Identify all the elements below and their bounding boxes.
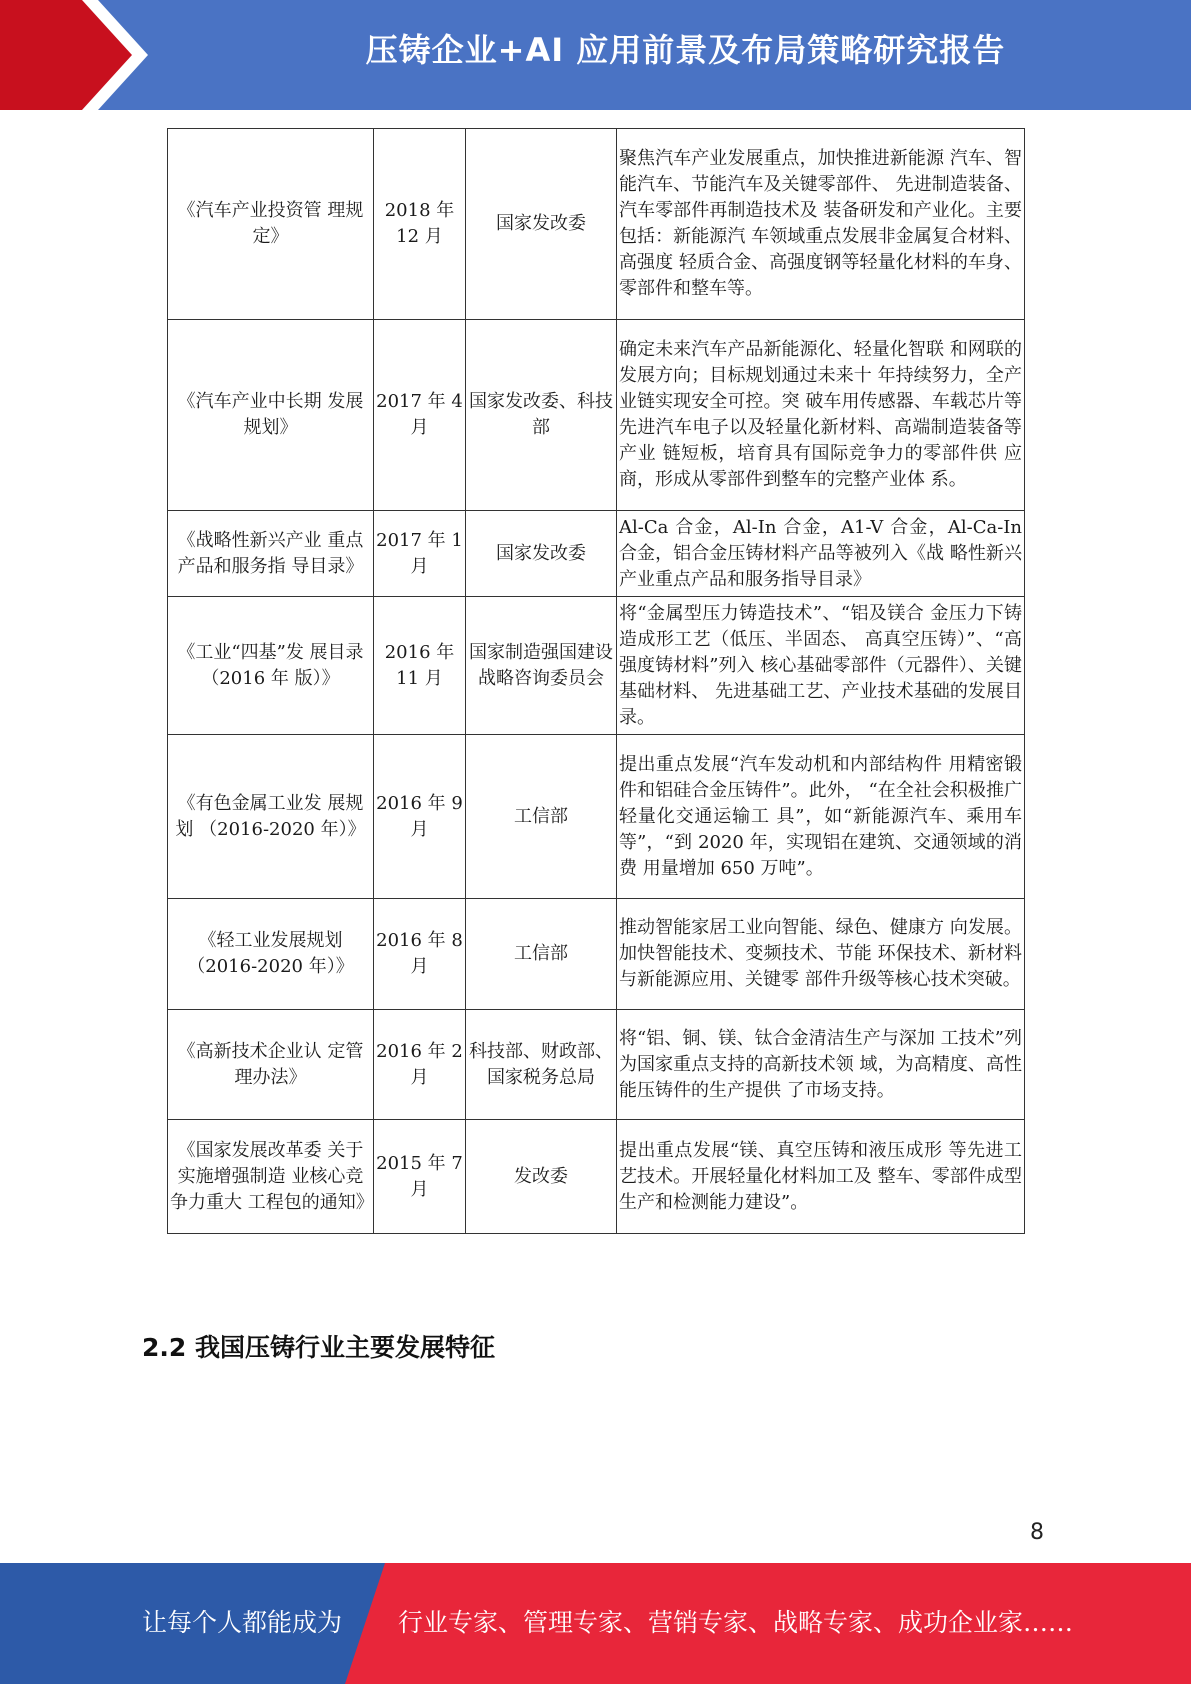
policy-desc-cell: 聚焦汽车产业发展重点，加快推进新能源 汽车、智能汽车、节能汽车及关键零部件、 先进制造装备、汽车零部件再制造技术及 装备研发和产业化。主要包括：新能源汽 车领域重点发展非金属复合材料、高强度 轻质合金、高强度钢等轻量化材料的车身、 零部件和整车等。 bbox=[617, 129, 1025, 320]
footer-slogan-left: 让每个人都能成为 bbox=[142, 1608, 343, 1637]
policy-date-cell: 2016 年 8 月 bbox=[374, 899, 466, 1010]
policy-desc-cell: 将“铝、铜、镁、钛合金清洁生产与深加 工技术”列为国家重点支持的高新技术领 域，为高精度、高性能压铸件的生产提供 了市场支持。 bbox=[617, 1010, 1025, 1120]
policy-dept-cell: 国家发改委、科技部 bbox=[466, 320, 617, 511]
policy-dept-cell: 发改委 bbox=[466, 1120, 617, 1234]
footer-slogan-right: 行业专家、管理专家、营销专家、战略专家、成功企业家…… bbox=[398, 1608, 1074, 1637]
policy-name-cell: 《有色金属工业发 展规划 （2016-2020 年）》 bbox=[168, 735, 374, 899]
policy-dept-cell: 工信部 bbox=[466, 735, 617, 899]
policy-dept-cell: 国家制造强国建设战略咨询委员会 bbox=[466, 597, 617, 735]
policy-desc-cell: 将“金属型压力铸造技术”、“铝及镁合 金压力下铸造成形工艺（低压、半固态、 高真空压铸）”、“高强度铸材料”列入 核心基础零部件（元器件）、关键基础材料、 先进基础工艺、产业技术基础的发展目录。 bbox=[617, 597, 1025, 735]
policy-desc-cell: 确定未来汽车产品新能源化、轻量化智联 和网联的发展方向；目标规划通过未来十 年持续努力，全产业链实现安全可控。突 破车用传感器、车载芯片等先进汽车电子以及轻量化新材料、高端制造装备等产业 链短板，培育具有国际竞争力的零部件供 应商，形成从零部件到整车的完整产业体 系。 bbox=[617, 320, 1025, 511]
table-row bbox=[168, 735, 1025, 899]
policy-dept-cell: 科技部、财政部、国家税务总局 bbox=[466, 1010, 617, 1120]
policy-date-cell: 2016 年 11 月 bbox=[374, 597, 466, 735]
policy-name-cell: 《汽车产业中长期 发展规划》 bbox=[168, 320, 374, 511]
header-arrow-decoration bbox=[0, 0, 160, 110]
table-row bbox=[168, 1010, 1025, 1120]
table-row bbox=[168, 129, 1025, 320]
policy-desc-cell: Al-Ca 合金，Al-In 合金，A1-V 合金，Al-Ca-In 合金，铝合金压铸材料产品等被列入《战 略性新兴产业重点产品和服务指导目录》 bbox=[617, 511, 1025, 597]
policy-date-cell: 2018 年 12 月 bbox=[374, 129, 466, 320]
section-heading: 2.2 我国压铸行业主要发展特征 bbox=[142, 1333, 495, 1362]
table-row bbox=[168, 1120, 1025, 1234]
policy-dept-cell: 工信部 bbox=[466, 899, 617, 1010]
policy-desc-cell: 提出重点发展“镁、真空压铸和液压成形 等先进工艺技术。开展轻量化材料加工及 整车、零部件成型生产和检测能力建设”。 bbox=[617, 1120, 1025, 1234]
policy-date-cell: 2017 年 1 月 bbox=[374, 511, 466, 597]
policy-name-cell: 《工业“四基”发 展目录（2016 年 版）》 bbox=[168, 597, 374, 735]
policy-date-cell: 2015 年 7 月 bbox=[374, 1120, 466, 1234]
policy-name-cell: 《战略性新兴产业 重点产品和服务指 导目录》 bbox=[168, 511, 374, 597]
policy-date-cell: 2016 年 2 月 bbox=[374, 1010, 466, 1120]
policy-desc-cell: 提出重点发展“汽车发动机和内部结构件 用精密锻件和铝硅合金压铸件”。此外， “在全社会积极推广轻量化交通运输工 具”，如“新能源汽车、乘用车等”，“到 2020 年，实现铝在建筑、交通领域的消费 用量增加 650 万吨”。 bbox=[617, 735, 1025, 899]
page-number: 8 bbox=[1030, 1520, 1044, 1545]
report-title: 压铸企业+AI 应用前景及布局策略研究报告 bbox=[365, 31, 1006, 69]
policy-name-cell: 《汽车产业投资管 理规定》 bbox=[168, 129, 374, 320]
policy-table bbox=[167, 128, 1025, 1234]
policy-name-cell: 《轻工业发展规划 （2016-2020 年）》 bbox=[168, 899, 374, 1010]
policy-dept-cell: 国家发改委 bbox=[466, 511, 617, 597]
policy-desc-cell: 推动智能家居工业向智能、绿色、健康方 向发展。加快智能技术、变频技术、节能 环保技术、新材料与新能源应用、关键零 部件升级等核心技术突破。 bbox=[617, 899, 1025, 1010]
policy-date-cell: 2016 年 9 月 bbox=[374, 735, 466, 899]
footer-banner bbox=[0, 1563, 1191, 1684]
table-row bbox=[168, 320, 1025, 511]
table-row bbox=[168, 597, 1025, 735]
header-bar bbox=[0, 0, 1191, 110]
table-row bbox=[168, 511, 1025, 597]
policy-date-cell: 2017 年 4 月 bbox=[374, 320, 466, 511]
policy-dept-cell: 国家发改委 bbox=[466, 129, 617, 320]
policy-name-cell: 《国家发展改革委 关于实施增强制造 业核心竞争力重大 工程包的通知》 bbox=[168, 1120, 374, 1234]
policy-name-cell: 《高新技术企业认 定管理办法》 bbox=[168, 1010, 374, 1120]
table-row bbox=[168, 899, 1025, 1010]
